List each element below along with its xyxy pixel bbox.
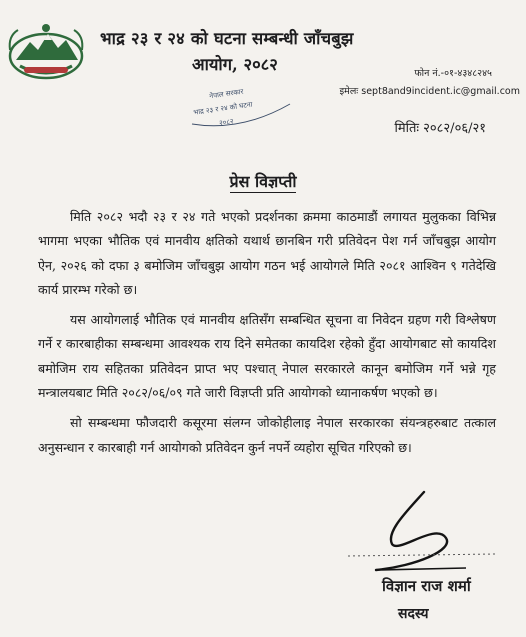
contact-email-line [340, 84, 520, 97]
committee-subtitle: आयोग, २०८२ [192, 55, 278, 74]
notice-paragraph-2: यस आयोगलाई भौतिक एवं मानवीय क्षतिसँग सम्बन्धित सूचना वा निवेदन ग्रहण गरी विश्लेषण गर्ने र कारबाहीका सम्बन्धमा आवश्यक राय दिने समेतका कायदिश रहेको हुँदा आयोगबाट सो कायदिश बमोजिम राय सहितका प्रतिवेदन प्राप्त भए पश्चात् नेपाल सरकारले कानून बमोजिम गर्ने भन्ने गृह मन्त्रालयबाट मिति २०८२/०६/०९ गते जारी विज्ञप्ती प्रति आयोगको ध्यानाकर्षण भएको छ। [38, 312, 496, 401]
notice-body [38, 205, 496, 460]
signatory-name: विज्ञान राज शर्मा [382, 577, 471, 595]
nepal-government-emblem-icon [6, 20, 86, 82]
contact-phone: फोन नं.-०१-४३४८२४५ [414, 68, 492, 79]
email-label: इमेलः [339, 86, 359, 97]
committee-title: भाद्र २३ र २४ को घटना सम्बन्धी जाँचबुझ [100, 29, 354, 48]
document-date: मितिः २०८२/०६/२१ [394, 121, 486, 136]
official-seal-stamp-icon [186, 64, 296, 134]
notice-paragraph-3: सो सम्बन्धमा फौजदारी कसूरमा संलग्न जोकोहीलाइ नेपाल सरकारका संयन्त्रहरुबाट तत्काल अनुसन्धान र कारबाही गर्न आयोगको प्रतिवेदन कुर्न नपर्ने व्यहोरा सूचित गरिएको छ। [38, 415, 496, 455]
handwritten-signature-icon [346, 482, 506, 584]
svg-text:२०८२: २०८२ [218, 117, 235, 128]
email-address[interactable]: sept8and9incident.ic@gmail.com [361, 86, 520, 97]
press-release-heading-text: प्रेस विज्ञप्ती [229, 172, 297, 191]
notice-paragraph-1: मिति २०८२ भदौ २३ र २४ गते भएको प्रदर्शनका क्रममा काठमाडौं लगायत मुलुकका विभिन्न भागमा भएका भौतिक एवं मानवीय क्षतिको यथार्थ छानबिन गरी प्रतिवेदन पेश गर्न जाँचबुझ आयोग ऐन, २०२६ को दफा ३ बमोजिम जाँचबुझ आयोग गठन भई आयोगले मिति २०८१ आश्विन ९ गतेदेखि कार्य प्रारम्भ गरेको छ। [38, 209, 496, 297]
svg-text:नेपाल सरकार: नेपाल सरकार [208, 87, 244, 101]
svg-text:भाद्र २३ र २४ को घटना: भाद्र २३ र २४ को घटना [192, 100, 253, 117]
signatory-title: सदस्य [398, 606, 429, 622]
press-release-heading [0, 170, 526, 192]
